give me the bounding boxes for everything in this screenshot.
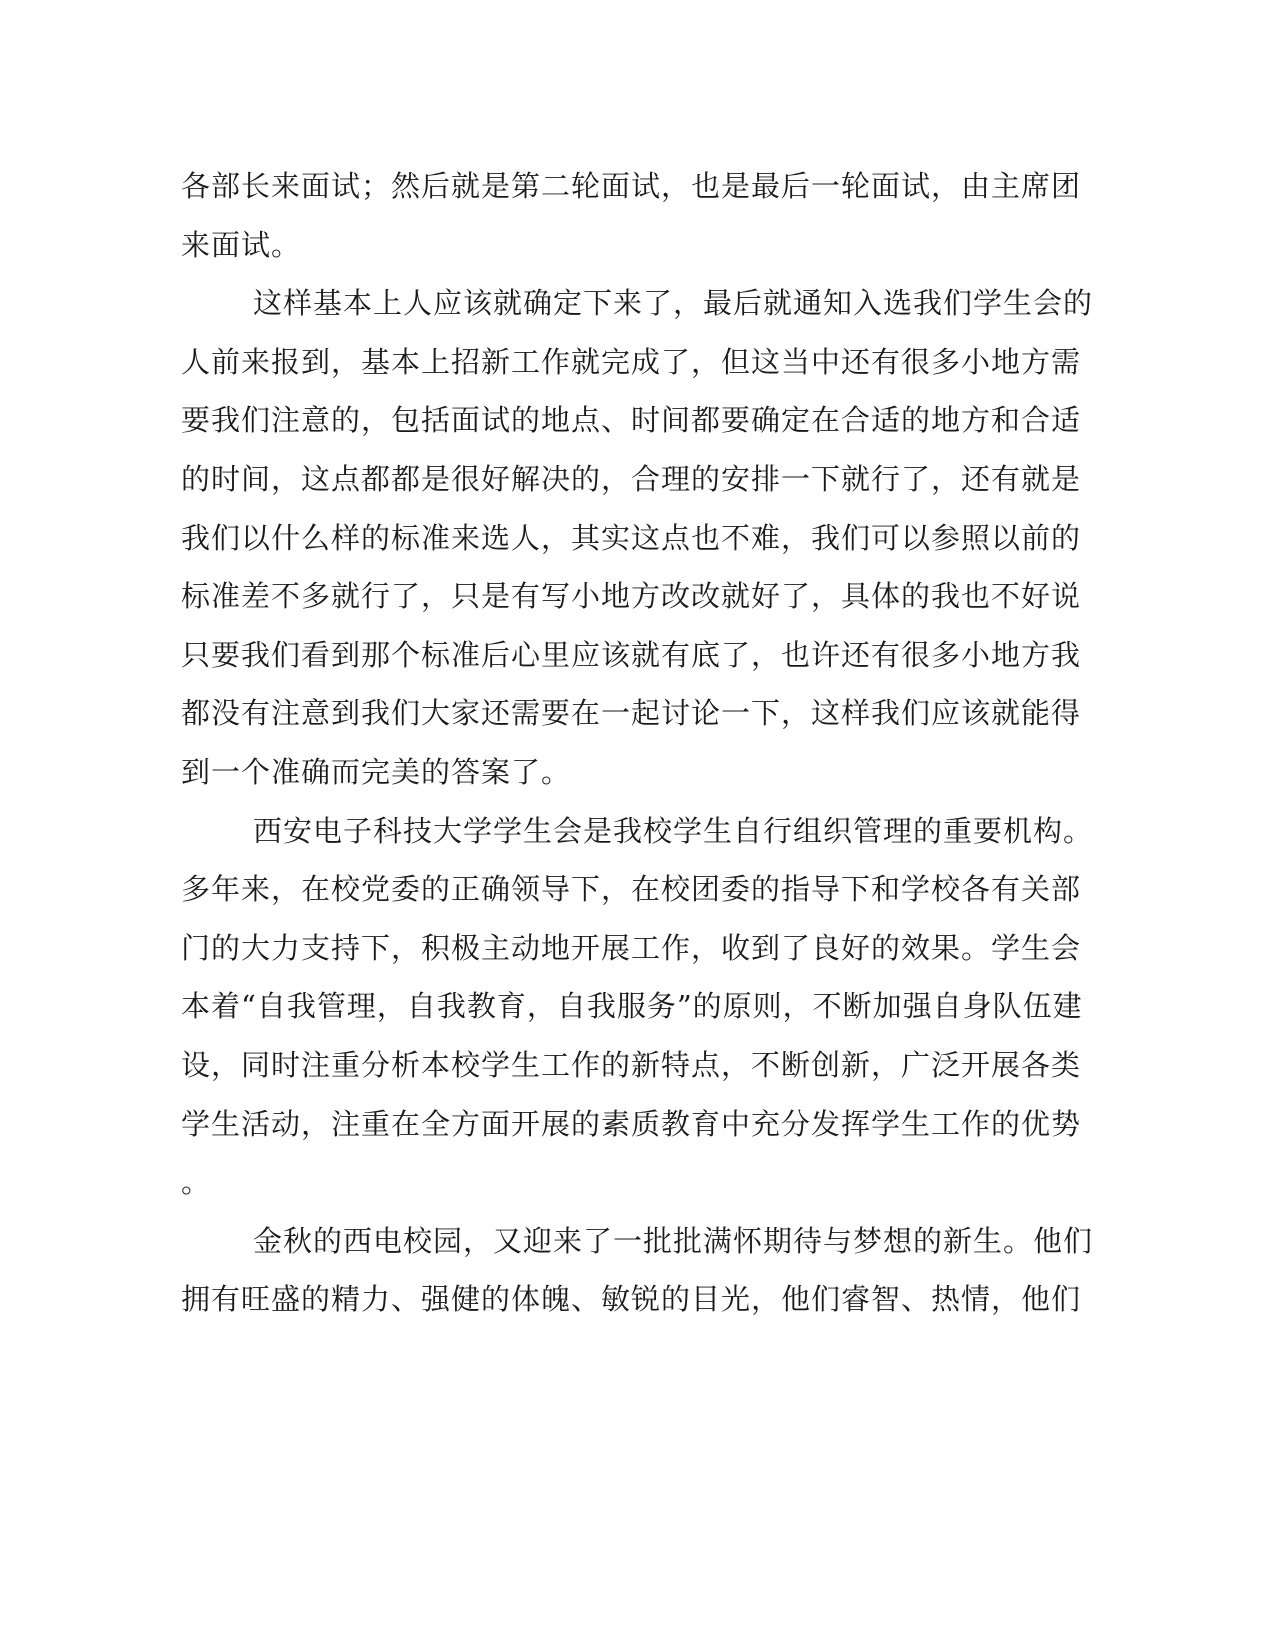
text-line: 设，同时注重分析本校学生工作的新特点，不断创新，广泛开展各类 — [181, 1047, 1082, 1082]
text-line: 各部长来面试；然后就是第二轮面试，也是最后一轮面试，由主席团 — [181, 169, 1082, 203]
text-line: 拥有旺盛的精力、强健的体魄、敏锐的目光，他们睿智、热情，他们 — [181, 1282, 1082, 1317]
text-line: 都没有注意到我们大家还需要在一起讨论一下，这样我们应该就能得 — [181, 696, 1082, 731]
text-line: 西安电子科技大学学生会是我校学生自行组织管理的重要机构。 — [253, 813, 1094, 848]
document-body — [181, 157, 1094, 1329]
paragraph — [181, 802, 1094, 1212]
text-line: 到一个准确而完美的答案了。 — [181, 754, 572, 789]
text-line: 。 — [181, 1165, 212, 1200]
text-line: 金秋的西电校园，又迎来了一批批满怀期待与梦想的新生。他们 — [253, 1223, 1094, 1258]
text-line: 的时间，这点都都是很好解决的，合理的安排一下就行了，还有就是 — [181, 461, 1082, 496]
text-line: 多年来，在校党委的正确领导下，在校团委的指导下和学校各有关部 — [181, 872, 1082, 907]
text-line: 来面试。 — [181, 227, 302, 262]
paragraph — [181, 157, 1082, 274]
text-line: 只要我们看到那个标准后心里应该就有底了，也许还有很多小地方我 — [181, 637, 1082, 672]
text-line: 本着“自我管理，自我教育，自我服务”的原则，不断加强自身队伍建 — [181, 989, 1083, 1024]
text-line: 学生活动，注重在全方面开展的素质教育中充分发挥学生工作的优势 — [181, 1106, 1082, 1141]
text-line: 标准差不多就行了，只是有写小地方改改就好了，具体的我也不好说 — [181, 579, 1082, 614]
text-line: 这样基本上人应该就确定下来了，最后就通知入选我们学生会的 — [253, 286, 1094, 321]
text-line: 我们以什么样的标准来选人，其实这点也不难，我们可以参照以前的 — [181, 520, 1082, 555]
text-line: 要我们注意的，包括面试的地点、时间都要确定在合适的地方和合适 — [181, 403, 1082, 438]
text-line: 人前来报到，基本上招新工作就完成了，但这当中还有很多小地方需 — [181, 344, 1082, 379]
paragraph — [181, 274, 1094, 801]
paragraph — [181, 1212, 1094, 1329]
text-line: 门的大力支持下，积极主动地开展工作，收到了良好的效果。学生会 — [181, 930, 1082, 965]
